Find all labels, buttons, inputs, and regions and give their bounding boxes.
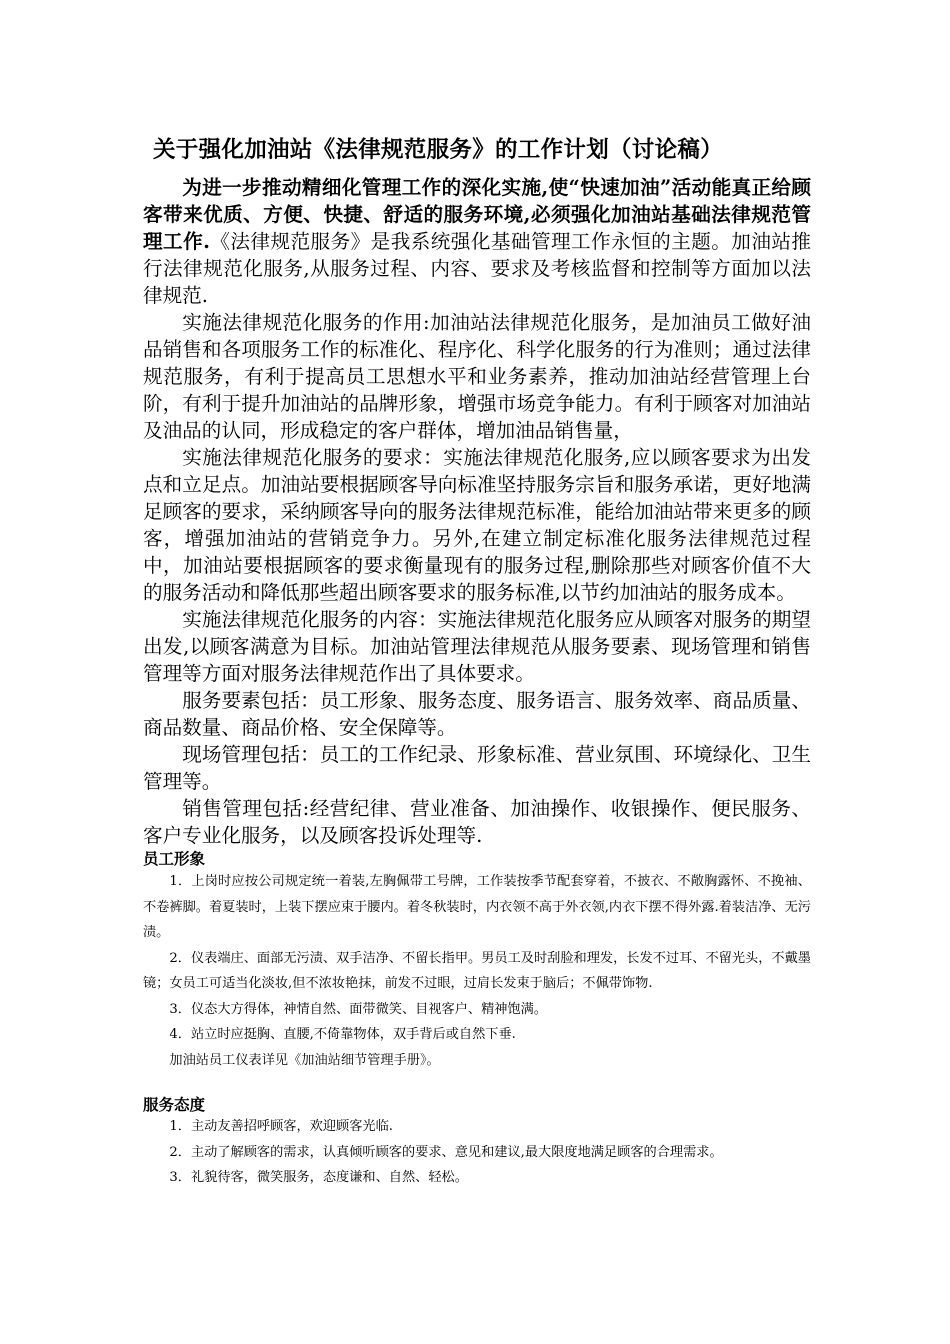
section-heading-staff-image: 员工形象 bbox=[143, 850, 206, 868]
list-item: 加油站员工仪表详见《加油站细节管理手册》。 bbox=[169, 1052, 440, 1068]
list-item: 2．仪表端庄、面部无污渍、双手洁净、不留长指甲。男员工及时刮脸和理发，长发不过耳、不留光头，不戴墨镜；女员工可适当化淡妆,但不浓妆艳抹，前发不过眼，过肩长发束于脑后；不佩带饰物. bbox=[143, 950, 811, 991]
sales-management-paragraph: 销售管理包括:经营纪律、营业准备、加油操作、收银操作、便民服务、客户专业化服务，以及顾客投诉处理等. bbox=[143, 797, 811, 847]
role-paragraph: 实施法律规范化服务的作用:加油站法律规范化服务，是加油员工做好油品销售和各项服务工作的标准化、程序化、科学化服务的行为准则；通过法律规范服务，有利于提高员工思想水平和业务素养，推动加油站经营管理上台阶，有利于提升加油站的品牌形象，增强市场竞争能力。有利于顾客对加油站及油品的认同，形成稳定的客户群体，增加油品销售量， bbox=[143, 311, 811, 442]
list-item: 1．主动友善招呼顾客，欢迎顾客光临. bbox=[169, 1119, 393, 1134]
elements-paragraph: 服务要素包括：员工形象、服务态度、服务语言、服务效率、商品质量、商品数量、商品价格、安全保障等。 bbox=[143, 689, 811, 739]
body-text bbox=[143, 174, 811, 849]
content-paragraph: 实施法律规范化服务的内容：实施法律规范化服务应从顾客对服务的期望出发,以顾客满意为目标。加油站管理法律规范从服务要素、现场管理和销售管理等方面对服务法律规范作出了具体要求。 bbox=[143, 608, 811, 685]
staff-image-list bbox=[143, 869, 811, 1073]
service-attitude-list bbox=[143, 1114, 811, 1191]
document-title: 关于强化加油站《法律规范服务》的工作计划（讨论稿） bbox=[153, 137, 724, 163]
list-item: 3．仪态大方得体，神情自然、面带微笑、目视客户、精神饱满。 bbox=[169, 1001, 548, 1017]
requirements-paragraph: 实施法律规范化服务的要求：实施法律规范化服务,应以顾客要求为出发点和立足点。加油站要根据顾客导向标准坚持服务宗旨和服务承诺，更好地满足顾客的要求，采纳顾客导向的服务法律规范标准，能给加油站带来更多的顾客，增强加油站的营销竞争力。另外,在建立制定标准化服务法律规范过程中，加油站要根据顾客的要求衡量现有的服务过程,删除那些对顾客价值不大的服务活动和降低那些超出顾客要求的服务标准,以节约加油站的服务成本。 bbox=[143, 446, 811, 604]
list-item: 3．礼貌待客，微笑服务，态度谦和、自然、轻松。 bbox=[169, 1170, 468, 1185]
intro-bold-text: 为进一步推动精细化管理工作的深化实施,使“快速加油”活动能真正给顾客带来优质、方便、快捷、舒适的服务环境,必须强化加油站基础法律规范管理工作. bbox=[143, 176, 811, 253]
section-heading-service-attitude: 服务态度 bbox=[143, 1096, 206, 1114]
list-item: 2．主动了解顾客的需求，认真倾听顾客的要求、意见和建议,最大限度地满足顾客的合理需求。 bbox=[169, 1144, 723, 1160]
list-item: 4．站立时应挺胸、直腰,不倚靠物体，双手背后或自然下垂. bbox=[169, 1027, 516, 1042]
intro-rest-text: 《法律规范服务》是我系统强化基础管理工作永恒的主题。加油站推行法律规范化服务,从服务过程、内容、要求及考核监督和控制等方面加以法律规范. bbox=[143, 230, 812, 307]
list-item: 1．上岗时应按公司规定统一着装,左胸佩带工号牌，工作装按季节配套穿着，不披衣、不敞胸露怀、不挽袖、不卷裤脚。着夏装时，上装下摆应束于腰内。着冬秋装时，内衣领不高于外衣领,内衣下摆不得外露.着装洁净、无污渍。 bbox=[143, 874, 811, 940]
site-management-paragraph: 现场管理包括：员工的工作纪录、形象标准、营业氛围、环境绿化、卫生管理等。 bbox=[143, 743, 811, 793]
intro-paragraph bbox=[143, 174, 811, 309]
